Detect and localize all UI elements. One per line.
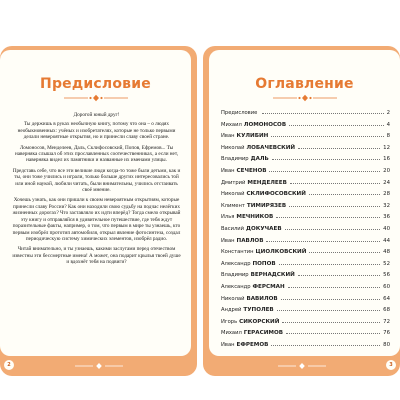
toc-entry: [221, 307, 390, 319]
toc-leader-dots: [272, 156, 380, 160]
toc-page-number: 32: [383, 202, 390, 209]
toc-page-number: 56: [383, 272, 390, 279]
toc-entry: [221, 156, 390, 168]
toc-given-name: Александр: [221, 283, 251, 290]
toc-family-name: МЕЧНИКОВ: [236, 214, 274, 221]
ornament-footer-icon: [268, 362, 336, 370]
toc-entry: [221, 180, 390, 192]
toc-leader-dots: [309, 191, 380, 195]
toc-family-name: ПАВЛОВ: [236, 237, 264, 244]
toc-given-name: Николай: [221, 144, 245, 151]
preface-paragraph: Ты держишь в руках необычную книгу, потому что она – о людях необыкновенных: учёных и изобретателях, которые не только первыми делали невероятные открытия, но и принесли славу своей стране.: [17, 121, 176, 141]
toc-given-name: Иван: [221, 167, 235, 174]
toc-entry: [221, 226, 390, 238]
preface-paragraph: Ломоносов, Менделеев, Даль, Склифосовский, Попов, Ефремов... Ты наверняка слышал об этих прославленных соотечественниках, а если нет, наверняка видел их памятники и названные их именами улицы.: [14, 144, 179, 164]
toc-leader-dots: [276, 214, 380, 218]
toc-leader-dots: [298, 272, 380, 276]
toc-page-number: 64: [383, 295, 390, 302]
toc-page-number: 52: [383, 260, 390, 267]
toc-given-name: Михаил: [221, 330, 242, 337]
toc-given-name: Константин: [221, 249, 254, 256]
toc-page-number: 8: [386, 133, 390, 140]
toc-given-name: Иван: [221, 133, 235, 140]
toc-leader-dots: [277, 307, 380, 311]
preface-paragraph: Читай внимательно, и ты узнаешь, какими заслугами перед отечеством известны эти бессмертные имена! А может, она подарит крылья твоей душе и вдохнёт тебя на подвиги?: [12, 246, 181, 266]
toc-leader-dots: [282, 319, 380, 323]
toc-family-name: МЕНДЕЛЕЕВ: [247, 179, 287, 186]
preface-greeting: Дорогой юный друг!: [73, 112, 120, 118]
toc-leader-dots: [269, 168, 380, 172]
toc-page-number: 48: [383, 249, 390, 256]
toc-family-name: СКЛИФОСОВСКИЙ: [246, 191, 306, 198]
toc-entry: [221, 249, 390, 261]
toc-leader-dots: [289, 122, 383, 126]
ornament-divider-icon: [271, 94, 339, 102]
toc-page-number: 28: [383, 191, 390, 198]
page-number: 2: [4, 360, 14, 370]
toc-given-name: Игорь: [221, 318, 238, 325]
toc-given-name: Василий: [221, 225, 245, 232]
toc-given-name: Андрей: [221, 307, 242, 314]
toc-entry: [221, 296, 390, 308]
toc-given-name: Иван: [221, 341, 235, 348]
preface-text: [12, 112, 181, 270]
toc-page-number: 16: [383, 156, 390, 163]
left-page: [0, 46, 197, 376]
toc-family-name: ФЕРСМАН: [252, 283, 285, 290]
toc-family-name: ГЕРАСИМОВ: [243, 330, 283, 337]
toc-family-name: ЛОБАЧЕВСКИЙ: [246, 144, 296, 151]
toc-entry: [221, 261, 390, 273]
toc-given-name: Илья: [221, 214, 235, 221]
toc-leader-dots: [271, 342, 380, 346]
toc-entry: [221, 238, 390, 250]
toc-family-name: КУЛИБИН: [236, 133, 269, 140]
toc-page-number: 12: [383, 144, 390, 151]
toc-given-name: Владимир: [221, 272, 249, 279]
toc-given-name: Александр: [221, 260, 251, 267]
toc-family-name: СИКОРСКИЙ: [239, 318, 280, 325]
toc-entry: [221, 214, 390, 226]
toc-entry: [221, 133, 390, 145]
toc-leader-dots: [285, 226, 381, 230]
toc-family-name: ВАВИЛОВ: [246, 295, 278, 302]
toc-family-name: ЕФРЕМОВ: [236, 341, 269, 348]
toc-entry: [221, 284, 390, 296]
toc-given-name: Климент: [221, 202, 245, 209]
toc-page-number: 36: [383, 214, 390, 221]
toc-page-number: 68: [383, 307, 390, 314]
toc-page-number: 60: [383, 283, 390, 290]
toc-family-name: ЦИОЛКОВСКИЙ: [255, 249, 307, 256]
toc-page-number: 76: [383, 330, 390, 337]
toc-page-number: 20: [383, 167, 390, 174]
toc-given-name: Дмитрий: [221, 179, 246, 186]
toc-leader-dots: [298, 145, 380, 149]
toc-page-number: 2: [386, 110, 390, 116]
toc-leader-dots: [289, 203, 380, 207]
toc-entry: [221, 342, 390, 354]
toc-entry: [221, 110, 390, 122]
toc-family-name: ВЕРНАДСКИЙ: [250, 272, 295, 279]
toc-family-name: ПОПОВ: [252, 260, 276, 267]
toc-family-name: ЛОМОНОСОВ: [243, 121, 287, 128]
contents-heading: Оглавление: [255, 76, 354, 92]
toc-family-name: СЕЧЕНОВ: [236, 167, 267, 174]
toc-entry: [221, 191, 390, 203]
toc-given-name: Николай: [221, 191, 245, 198]
toc-family-name: ДАЛЬ: [250, 156, 269, 163]
page-number: 3: [386, 360, 396, 370]
toc-family-name: ТИМИРЯЗЕВ: [246, 202, 287, 209]
toc-page-number: 72: [383, 318, 390, 325]
ornament-footer-icon: [65, 362, 133, 370]
preface-heading: Предисловие: [40, 76, 151, 92]
toc-family-name: ТУПОЛЕВ: [243, 307, 274, 314]
toc-entry: [221, 330, 390, 342]
toc-leader-dots: [290, 180, 380, 184]
toc-entry: [221, 122, 390, 134]
toc-given-name: Иван: [221, 237, 235, 244]
toc-entry: [221, 272, 390, 284]
toc-given-name: Николай: [221, 295, 245, 302]
toc-family-name: ДОКУЧАЕВ: [246, 225, 282, 232]
toc-given-name: Михаил: [221, 121, 242, 128]
right-page: [203, 46, 400, 376]
toc-page-number: 40: [383, 225, 390, 232]
preface-paragraph: Хочешь узнать, как они пришли к своим невероятным открытиям, которые принесли славу России? Как они находили свою судьбу на подчас нелёгких жизненных дорогах? Что заставляло их идти вперёд? Тогда смело открывай эту книгу и отправляйся в удивительное путешествие, где тебя ждут поразительные факты, например, о том, что первым в мире ты узнаешь, кто первым изобрёл прототип автомобиля, открыл явление фотосинтеза, создал периодическую систему химических элементов, изобрёл радио.: [12, 197, 181, 242]
toc-leader-dots: [262, 110, 383, 114]
toc-leader-dots: [281, 296, 380, 300]
toc-leader-dots: [266, 238, 380, 242]
toc-entry: [221, 319, 390, 331]
toc-given-name: Предисловие: [221, 110, 258, 116]
toc-entry: [221, 168, 390, 180]
toc-entry: [221, 145, 390, 157]
toc-leader-dots: [288, 284, 380, 288]
toc-page-number: 24: [383, 179, 390, 186]
toc-page-number: 80: [383, 341, 390, 348]
table-of-contents: [221, 110, 390, 353]
toc-leader-dots: [309, 249, 380, 253]
toc-leader-dots: [286, 330, 380, 334]
right-page-paper: [209, 50, 400, 356]
toc-leader-dots: [279, 261, 381, 265]
toc-entry: [221, 203, 390, 215]
toc-given-name: Владимир: [221, 156, 249, 163]
toc-leader-dots: [271, 133, 383, 137]
preface-paragraph: Представь себе, что все эти великие люди когда-то тоже были детьми, как и ты, они тоже учились и играли, только больше других интересовались той или иной наукой, любили читать, были внимательны, учились отстаивать своё мнение.: [12, 167, 181, 194]
toc-page-number: 4: [386, 121, 390, 128]
left-page-paper: [0, 50, 191, 356]
toc-page-number: 44: [383, 237, 390, 244]
ornament-divider-icon: [62, 94, 130, 102]
